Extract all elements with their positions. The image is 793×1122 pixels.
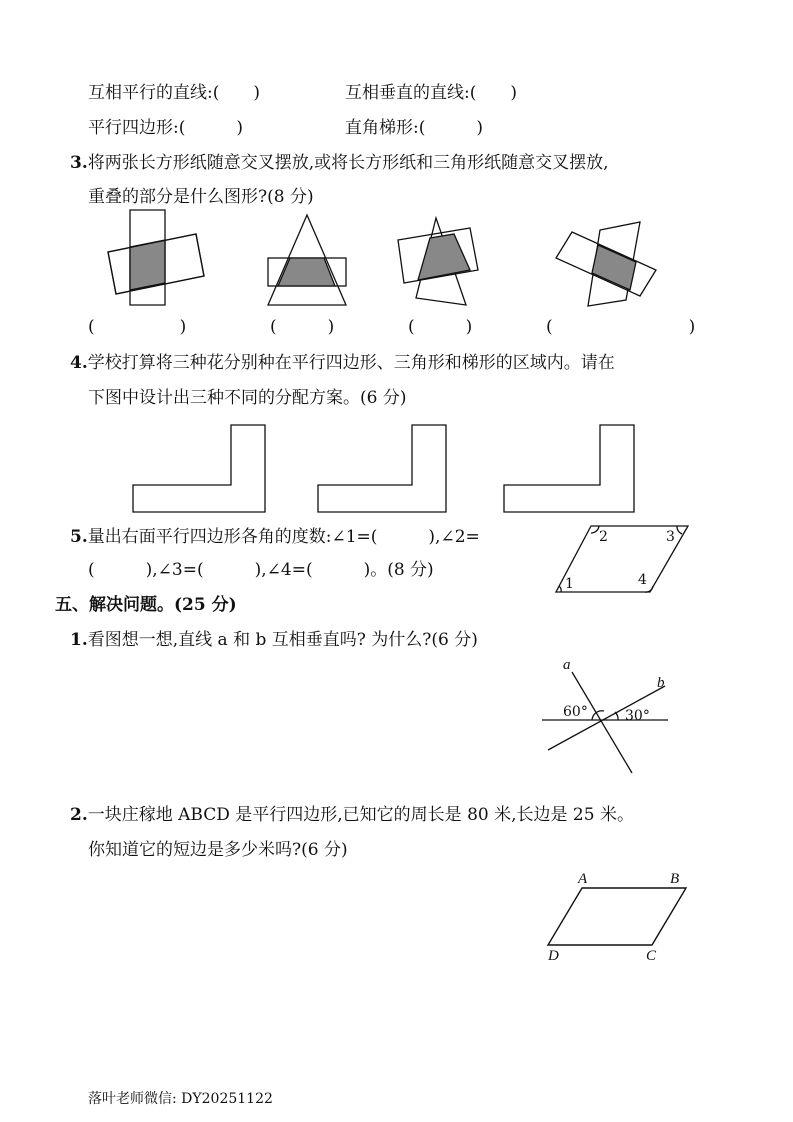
answer-blank-2[interactable]: ( ): [270, 317, 335, 337]
right-trapezoid-prompt: 直角梯形:( ): [345, 118, 483, 138]
question-3-line2: 重叠的部分是什么图形?(8 分): [88, 187, 314, 207]
question-5-line2: ( ),∠3=( ),∠4=( )。(8 分): [88, 560, 434, 580]
problem-2: [70, 804, 634, 826]
question-number: 1.: [70, 630, 88, 650]
line-label-b: b: [657, 675, 665, 691]
answer-blank-3[interactable]: ( ): [408, 317, 473, 337]
question-number: 2.: [70, 805, 88, 825]
question-5: [70, 526, 480, 548]
angle-label-4: 4: [638, 572, 647, 588]
question-number: 3.: [70, 153, 88, 173]
angle-60: 60°: [563, 704, 588, 720]
problem-2-line2: 你知道它的短边是多少米吗?(6 分): [88, 840, 348, 860]
question-text: 一块庄稼地 ABCD 是平行四边形,已知它的周长是 80 米,长边是 25 米。: [87, 805, 634, 825]
vertex-a: A: [578, 871, 588, 887]
question-number: 4.: [70, 353, 88, 373]
problem-1: [70, 629, 478, 651]
line-label-a: a: [563, 657, 571, 673]
question-4-line2: 下图中设计出三种不同的分配方案。(6 分): [88, 388, 407, 408]
answer-blank-4[interactable]: ( ): [546, 317, 696, 337]
field-parallelogram: [548, 888, 686, 945]
angle-label-1: 1: [565, 576, 574, 592]
answer-blank-1[interactable]: ( ): [88, 317, 187, 337]
overlap-figure-2: [268, 215, 346, 305]
l-shape-1: [133, 425, 265, 512]
parallel-lines-prompt: 互相平行的直线:( ): [88, 83, 260, 103]
overlap-figure-3: [398, 218, 478, 305]
question-text: 将两张长方形纸随意交叉摆放,或将长方形纸和三角形纸随意交叉摆放,: [87, 153, 609, 173]
overlap-figure-4: [556, 222, 656, 306]
l-shape-3: [504, 425, 634, 512]
perpendicular-lines-prompt: 互相垂直的直线:( ): [345, 83, 517, 103]
question-text: 学校打算将三种花分别种在平行四边形、三角形和梯形的区域内。请在: [87, 353, 615, 373]
question-4: [70, 352, 615, 374]
question-number: 5.: [70, 527, 88, 547]
l-shape-2: [318, 425, 446, 512]
angle-label-2: 2: [599, 529, 608, 545]
vertex-d: D: [548, 948, 559, 964]
angle-30: 30°: [625, 708, 650, 724]
overlap-figure-1: [108, 210, 204, 305]
parallelogram-prompt: 平行四边形:( ): [88, 118, 243, 138]
question-text: 量出右面平行四边形各角的度数:∠1=( ),∠2=: [87, 527, 480, 547]
angle-label-3: 3: [666, 529, 675, 545]
vertex-b: B: [670, 871, 680, 887]
l-shape-regions: [133, 425, 634, 512]
vertex-c: C: [646, 948, 657, 964]
question-text: 看图想一想,直线 a 和 b 互相垂直吗? 为什么?(6 分): [87, 630, 478, 650]
section-5-title: 五、解决问题。(25 分): [55, 595, 237, 615]
footer-text: 落叶老师微信: DY20251122: [88, 1091, 273, 1107]
